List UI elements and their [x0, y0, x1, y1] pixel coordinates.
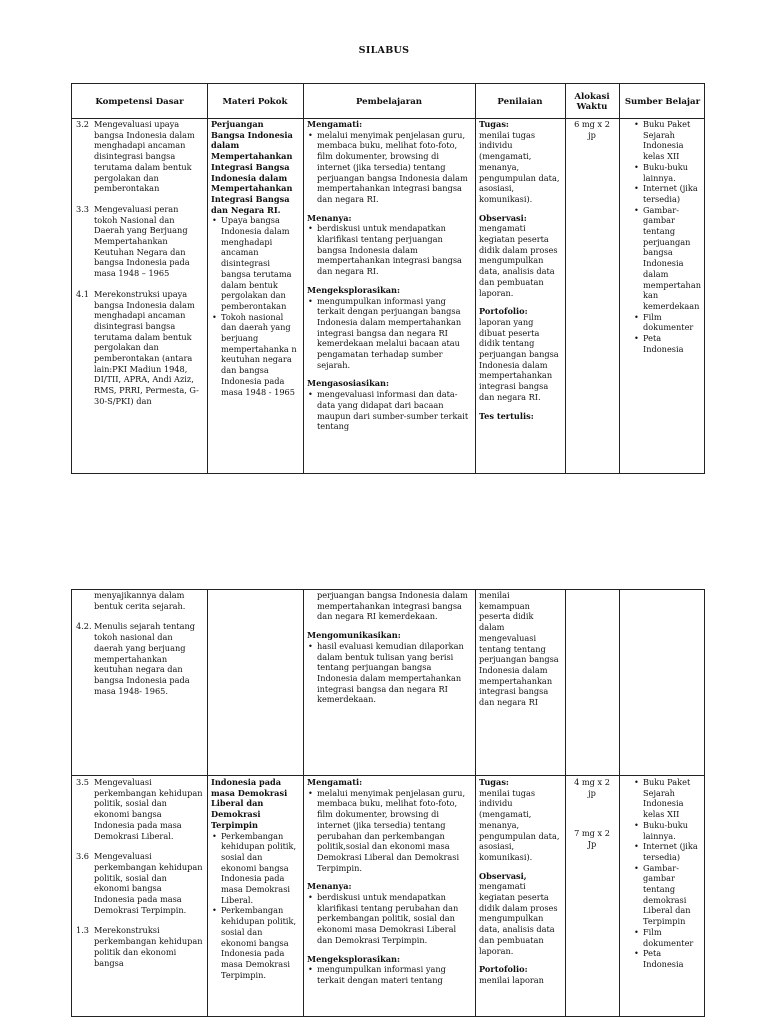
materi-item: • Tokoh nasional dan daerah yang berjuang mempertahanka n keutuhan negara dan bangsa Indonesia pada masa 1948 - 1965 [221, 312, 299, 398]
penilaian-cell: Tugas: menilai tugas individu (mengamati, menanya, pengumpulan data, asosiasi, komunikasi). Observasi: mengamati kegiatan peserta didik dalam proses mengumpulkan data, analisis data dan pembuatan laporan. Portofolio: laporan yang dibuat peserta didik tentang perjuangan bangsa Indonesia dalam mempertahankan integrasi bangsa dan negara RI. Tes tertulis: [479, 119, 560, 421]
header-materi-pokok: Materi Pokok [222, 96, 288, 107]
eksplor-heading: Mengeksplorasikan: [307, 284, 401, 295]
materi-item: • Upaya bangsa Indonesia dalam menghadapi ancaman disintegrasi bangsa terutama dalam bentuk pergolakan dan pemberontakan [221, 215, 299, 311]
komunikasi-heading: Mengomunikasikan: [307, 630, 401, 641]
sumber-item: • Film dokumenter [643, 312, 703, 333]
sumber-item: • Buku-buku lainnya. [643, 162, 703, 183]
pembelajaran-cell [303, 118, 475, 474]
page-title: SILABUS [358, 45, 410, 56]
kd-item: 4.1 Merekonstruksi upaya bangsa Indonesia dalam menghadapi ancaman disintegrasi bangsa terutama dalam bentuk pergolakan dan pemberontakan (antara lain:PKI Madiun 1948, DI/TII, APRA, Andi Aziz, RMS, PRRI, Permesta, G-30-S/PKI) dan [76, 288, 199, 406]
penilaian-cell: Tugas: menilai tugas individu (mengamati, menanya, pengumpulan data, asosiasi, komunikasi). Observasi, mengamati kegiatan peserta didik dalam proses mengumpulkan data, analisis data dan pembuatan laporan. Portofolio: menilai laporan [479, 777, 560, 985]
pembelajaran-cell-cont: perjuangan bangsa Indonesia dalam mempertahankan integrasi bangsa dan negara RI kemerdekaan. Mengomunikasikan: • hasil evaluasi kemudian dilaporkan dalam bentuk tulisan yang berisi tentang perjuangan bangsa Indonesia dalam mempertahankan integrasi bangsa dan negara RI kemerdekaan. [303, 590, 475, 775]
sumber-item: • Internet (jika tersedia) [643, 183, 703, 204]
mengamati-text: • melalui menyimak penjelasan guru, membaca buku, melihat foto-foto, film dokumenter, browsing di internet (jika tersedia) tentang perjuangan bangsa Indonesia dalam mempertahankan integrasi bangsa dan negara RI. [317, 130, 471, 205]
syllabus-table-1 [71, 83, 705, 474]
kd-cell-cont: menyajikannya dalam bentuk cerita sejarah. 4.2. Menulis sejarah tentang tokoh nasional dan daerah yang berjuang mempertahankan keutuhan negara dan bangsa Indonesia pada masa 1948- 1965. [72, 590, 207, 775]
kd-cell [72, 776, 207, 1018]
materi-cell [207, 776, 303, 1018]
header-kompetensi-dasar: Kompetensi Dasar [95, 96, 184, 107]
materi-item: • Perkembangan kehidupan politik, sosial dan ekonomi bangsa Indonesia pada masa Demokrasi Terpimpin. [221, 905, 299, 980]
alokasi-cell: 4 mg x 2 jp 7 mg x 2 Jp [574, 777, 610, 850]
asosiasi-text: • mengevaluasi informasi dan data-data yang didapat dari bacaan maupun dari sumber-sumber terkait tentang [317, 389, 471, 432]
kd-item: 3.6 Mengevaluasi perkembangan kehidupan politik, sosial dan ekonomi bangsa Indonesia pada masa Demokrasi Terpimpin. [76, 851, 203, 915]
header-penilaian: Penilaian [497, 96, 543, 107]
header-sumber-belajar: Sumber Belajar [624, 96, 701, 107]
sumber-cell: • Buku Paket Sejarah Indonesia kelas XII • Buku-buku lainnya. • Internet (jika tersedia) • Gambar-gambar tentang demokrasi Liberal dan Terpimpin • Film dokumenter • Peta Indonesia [619, 776, 706, 1018]
sumber-cell [619, 118, 706, 474]
sumber-item: • Peta Indonesia [643, 333, 703, 354]
kd-item: 3.3 Mengevaluasi peran tokoh Nasional dan Daerah yang Berjuang Mempertahankan Keutuhan Negara dan bangsa Indonesia pada masa 1948 – 1965 [76, 203, 190, 279]
menanya-heading: Menanya: [307, 212, 352, 223]
kd-item: 1.3 Merekonstruksi perkembangan kehidupan politik dan ekonomi bangsa [76, 925, 203, 968]
menanya-text: • berdiskusi untuk mendapatkan klarifikasi tentang perjuangan bangsa Indonesia dalam mempertahankan integrasi bangsa dan negara RI. [317, 223, 471, 277]
syllabus-table-2 [71, 589, 705, 1017]
header-pembelajaran: Pembelajaran [355, 96, 423, 107]
alokasi-cell: 6 mg x 2 jp [574, 119, 610, 140]
materi-cell [207, 118, 303, 474]
sumber-item: • Gambar-gambar tentang perjuangan bangsa Indonesia dalam mempertahan kan kemerdekaan [643, 205, 703, 312]
mengamati-heading: Mengamati: [307, 119, 363, 129]
pembelajaran-cell: Mengamati: • melalui menyimak penjelasan guru, membaca buku, melihat foto-foto, film dokumenter, browsing di internet (jika tersedia) tentang perubahan dan perkembangan politik,sosial dan ekonomi masa Demokrasi Liberal dan Demokrasi Terpimpin. Menanya: • berdiskusi untuk mendapatkan klarifikasi tentang perubahan dan perkembangan politik, sosial dan ekonomi masa Demokrasi Liberal dan Demokrasi Terpimpin. Mengeksplorasikan: • mengumpulkan informasi yang terkait dengan materi tentang [303, 776, 475, 1018]
sumber-item: • Buku Paket Sejarah Indonesia kelas XII [643, 119, 703, 162]
kd-item: 4.2. Menulis sejarah tentang tokoh nasional dan daerah yang berjuang mempertahankan keutuhan negara dan bangsa Indonesia pada masa 1948- 1965. [76, 621, 196, 696]
materi-item: • Perkembangan kehidupan politik, sosial dan ekonomi bangsa Indonesia pada masa Demokrasi Liberal. [221, 831, 299, 906]
komunikasi-text: • hasil evaluasi kemudian dilaporkan dalam bentuk tulisan yang berisi tentang perjuangan bangsa Indonesia dalam mempertahankan integrasi bangsa dan negara RI kemerdekaan. [317, 641, 471, 705]
kd-item: 3.2 Mengevaluasi upaya bangsa Indonesia dalam menghadapi ancaman disintegrasi bangsa terutama dalam bentuk pergolakan dan pemberontakan [76, 119, 195, 194]
kd-cell [72, 118, 207, 474]
asosiasi-heading: Mengasosiasikan: [307, 378, 390, 389]
kd-item: 3.5 Mengevaluasi perkembangan kehidupan politik, sosial dan ekonomi bangsa Indonesia pada masa Demokrasi Liberal. [76, 777, 203, 841]
materi-title: Indonesia pada masa Demokrasi Liberal dan Demokrasi Terpimpin [211, 777, 288, 830]
penilaian-cell-cont: menilai kemampuan peserta didik dalam mengevaluasi tentang tentang perjuangan bangsa Indonesia dalam mempertahankan integrasi bangsa dan negara RI [479, 590, 559, 708]
header-alokasi-waktu: Alokasi Waktu [574, 91, 610, 112]
eksplor-text: • mengumpulkan informasi yang terkait dengan perjuangan bangsa Indonesia dalam mempertahankan integrasi bangsa dan negara RI kemerdekaan melalui bacaan atau pengamatan terhadap sumber sejarah. [317, 296, 471, 371]
materi-title: Perjuangan Bangsa Indonesia dalam Mempertahankan Integrasi Bangsa Indonesia dalam Mempertahankan Integrasi Bangsa dan Negara RI. [211, 119, 293, 215]
